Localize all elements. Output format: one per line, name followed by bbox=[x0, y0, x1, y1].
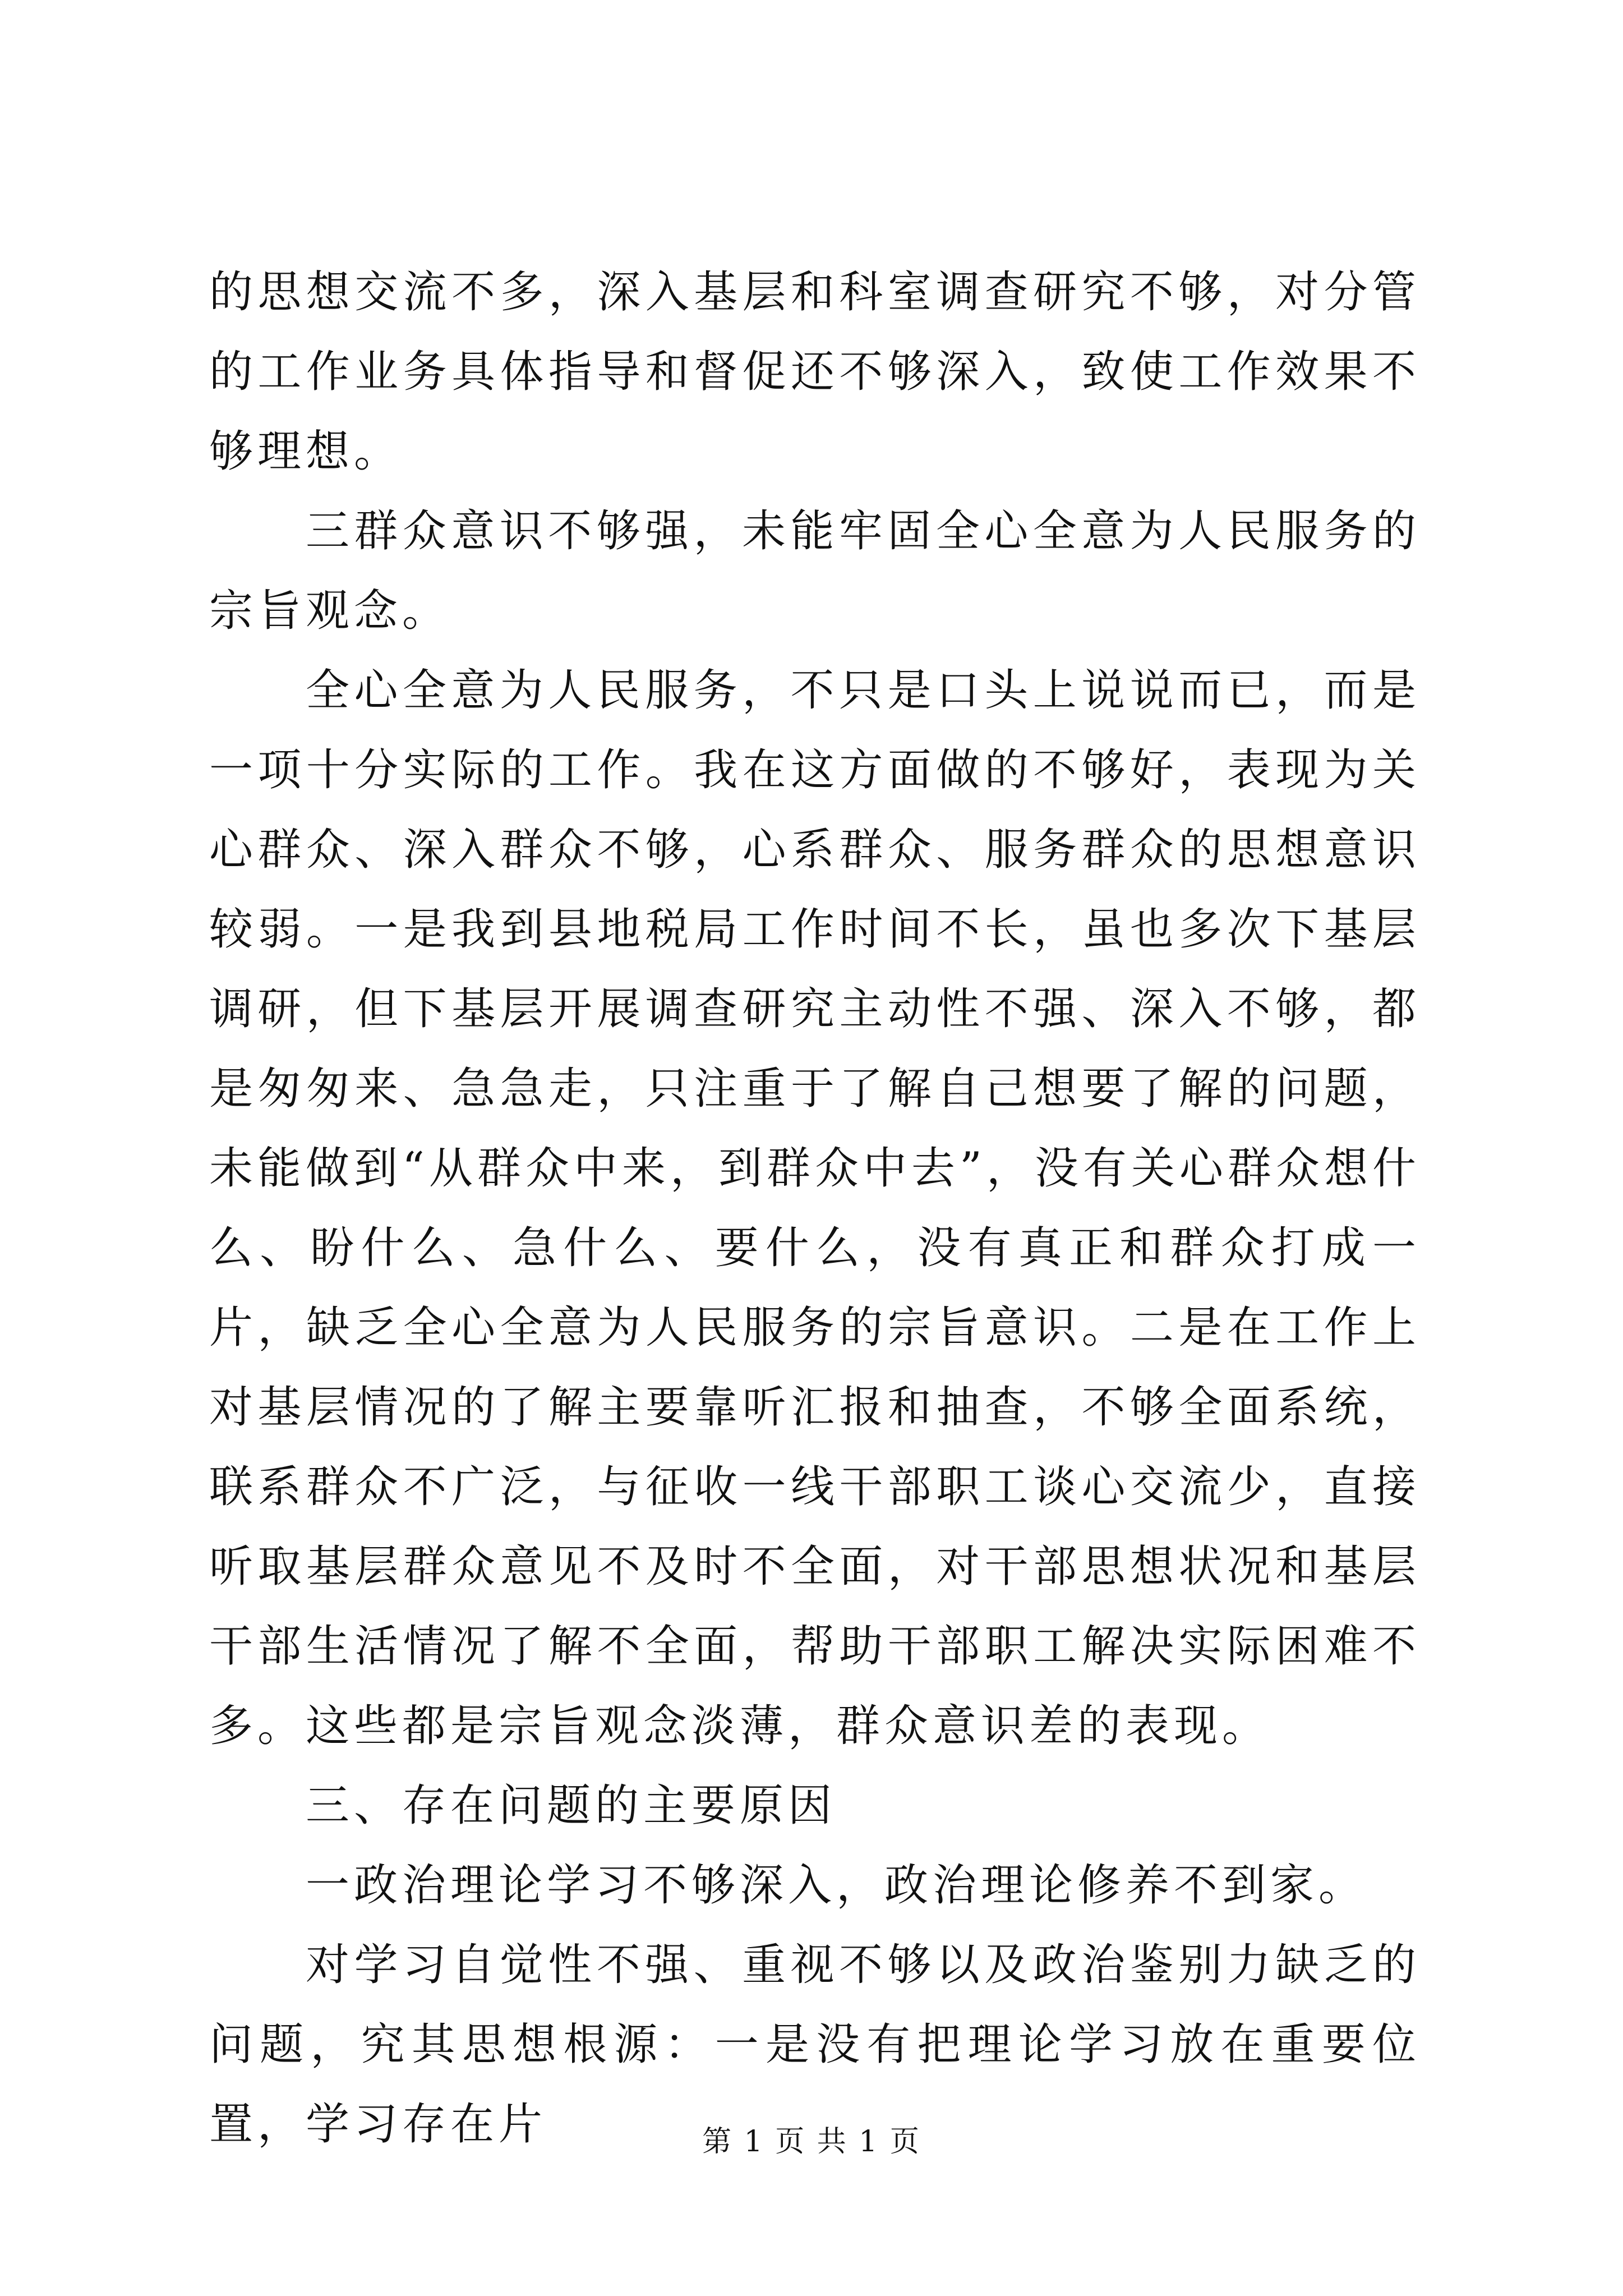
paragraph-learning-causes: 对学习自觉性不强、重视不够以及政治鉴别力缺乏的问题，究其思想根源：一是没有把理论学习放在重要位置，学习存在片 bbox=[209, 1940, 1421, 2150]
paragraph-serve-people: 全心全意为人民服务，不只是口头上说说而已，而是一项十分实际的工作。我在这方面做的不够好，表现为关心群众、深入群众不够，心系群众、服务群众的思想意识较弱。一是我到县地税局工作时间不长，虽也多次下基层调研，但下基层开展调查研究主动性不强、深入不够，都是匆匆来、急急走，只注重于了解自己想要了解的问题，未能做到“从群众中来，到群众中去”，没有关心群众想什么、盼什么、急什么、要什么，没有真正和群众打成一片，缺乏全心全意为人民服务的宗旨意识。二是在工作上对基层情况的了解主要靠听汇报和抽查，不够全面系统，联系群众不广泛，与征收一线干部职工谈心交流少，直接听取基层群众意见不及时不全面，对干部思想状况和基层干部生活情况了解不全面，帮助干部职工解决实际困难不多。这些都是宗旨观念淡薄，群众意识差的表现。 bbox=[209, 665, 1421, 1751]
section-heading-main-causes: 三、存在问题的主要原因 bbox=[306, 1780, 837, 1831]
document-body bbox=[209, 252, 1421, 2164]
page-footer: 第 1 页 共 1 页 bbox=[702, 2125, 921, 2159]
paragraph-heading-mass-awareness: 三群众意识不够强，未能牢固全心全意为人民服务的宗旨观念。 bbox=[209, 506, 1421, 636]
paragraph-heading-political-theory: 一政治理论学习不够深入，政治理论修养不到家。 bbox=[306, 1860, 1367, 1911]
paragraph-continuation: 的思想交流不多，深入基层和科室调查研究不够，对分管的工作业务具体指导和督促还不够深入，致使工作效果不够理想。 bbox=[209, 267, 1421, 477]
